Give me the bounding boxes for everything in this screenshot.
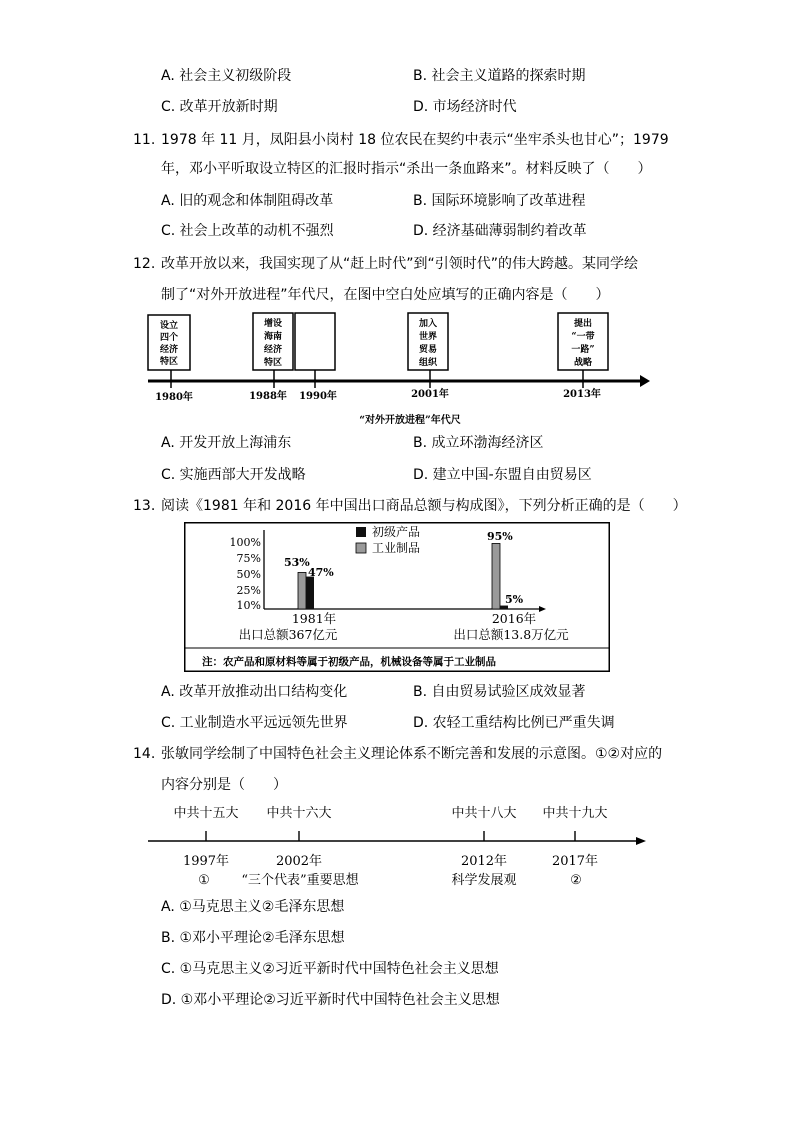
q13-bar-1981-primary bbox=[306, 577, 314, 609]
q10-option-a[interactable]: A. 社会主义初级阶段 bbox=[161, 68, 292, 84]
q13-chart-note: 注：农产品和原材料等属于初级产品，机械设备等属于工业制品 bbox=[202, 656, 496, 668]
q12-sign-2001-line2: 世界 bbox=[418, 332, 438, 342]
q14-year-2017: 2017年 bbox=[551, 854, 599, 869]
q12-option-a[interactable]: A. 开发开放上海浦东 bbox=[161, 435, 292, 451]
q13-ytick-100: 100% bbox=[229, 536, 261, 549]
q13-legend-swatch-industrial bbox=[356, 543, 366, 553]
q14-timeline-arrow bbox=[636, 837, 646, 845]
q12-sign-1980-line3: 经济 bbox=[159, 345, 179, 355]
q13-legend-industrial: 工业制品 bbox=[372, 541, 421, 555]
q14-year-2012: 2012年 bbox=[460, 854, 508, 869]
q12-timeline-arrow bbox=[640, 375, 650, 387]
q12-sign-1988-line2: 海南 bbox=[263, 332, 283, 342]
q12-number: 12. bbox=[133, 256, 156, 272]
q14-item-blank-1: ① bbox=[198, 873, 210, 888]
q13-total-1981: 出口总额367亿元 bbox=[238, 627, 338, 642]
q12-sign-1988-line3: 经济 bbox=[263, 345, 283, 355]
q13-label-1981-primary: 47% bbox=[308, 566, 334, 579]
q13-bar-1981-industrial bbox=[298, 572, 306, 609]
q13-label-2016-primary: 5% bbox=[505, 593, 524, 606]
q12-year-1988: 1988年 bbox=[249, 391, 287, 402]
q12-sign-2013-line3: 一路” bbox=[571, 345, 595, 355]
q11-option-a[interactable]: A. 旧的观念和体制阻碍改革 bbox=[161, 193, 334, 209]
q14-theory-timeline bbox=[140, 800, 660, 892]
q14-option-c[interactable]: C. ①马克思主义②习近平新时代中国特色社会主义思想 bbox=[161, 961, 499, 977]
q13-total-2016: 出口总额13.8万亿元 bbox=[453, 627, 569, 642]
q12-sign-1980-line2: 四个 bbox=[159, 333, 179, 343]
q12-sign-1988-line1: 增设 bbox=[263, 319, 283, 329]
q14-year-1997: 1997年 bbox=[182, 854, 230, 869]
q13-option-b[interactable]: B. 自由贸易试验区成效显著 bbox=[413, 684, 586, 700]
q14-year-2002: 2002年 bbox=[275, 854, 323, 869]
q11-option-d[interactable]: D. 经济基础薄弱制约着改革 bbox=[413, 223, 587, 239]
q12-stem-line2: 制了“对外开放进程”年代尺，在图中空白处应填写的正确内容是（ ） bbox=[161, 287, 610, 303]
q11-stem-line2: 年，邓小平听取设立特区的汇报时指示“杀出一条血路来”。材料反映了（ ） bbox=[161, 161, 652, 177]
q13-stem-line1: 阅读《1981 年和 2016 年中国出口商品总额与构成图》，下列分析正确的是（ ） bbox=[161, 498, 687, 514]
q14-item-three-represents: “三个代表”重要思想 bbox=[241, 873, 359, 888]
q14-option-b[interactable]: B. ①邓小平理论②毛泽东思想 bbox=[161, 930, 345, 946]
q13-ytick-75: 75% bbox=[236, 552, 261, 565]
q13-ytick-10: 10% bbox=[236, 599, 261, 612]
q13-bar-2016-primary bbox=[500, 606, 508, 609]
q11-stem-line1: 1978 年 11 月，凤阳县小岗村 18 位农民在契约中表示“坐牢杀头也甘心”；1979 bbox=[161, 132, 669, 148]
q13-option-c[interactable]: C. 工业制造水平远远领先世界 bbox=[161, 715, 348, 731]
q12-sign-2013-line4: 战略 bbox=[573, 358, 593, 368]
q13-category-2016: 2016年 bbox=[491, 611, 537, 626]
q13-ytick-25: 25% bbox=[236, 584, 261, 597]
q12-sign-2001-line1: 加入 bbox=[418, 319, 438, 329]
q12-sign-2001-line4: 组织 bbox=[418, 358, 438, 368]
q12-sign-2001-line3: 贸易 bbox=[418, 345, 438, 355]
q12-year-1980: 1980年 bbox=[155, 392, 193, 403]
q11-number: 11. bbox=[133, 132, 156, 148]
q12-sign-1990-blank bbox=[295, 313, 335, 370]
q12-sign-1980-line1: 设立 bbox=[159, 321, 179, 331]
q14-congress-16: 中共十六大 bbox=[266, 806, 332, 821]
q14-congress-15: 中共十五大 bbox=[173, 806, 239, 821]
q14-item-blank-2: ② bbox=[570, 873, 582, 888]
q12-timeline-caption: “对外开放进程”年代尺 bbox=[359, 415, 461, 426]
q12-option-d[interactable]: D. 建立中国-东盟自由贸易区 bbox=[413, 467, 592, 483]
q12-option-c[interactable]: C. 实施西部大开发战略 bbox=[161, 467, 306, 483]
q13-legend-primary: 初级产品 bbox=[372, 525, 421, 539]
q14-option-a[interactable]: A. ①马克思主义②毛泽东思想 bbox=[161, 899, 345, 915]
q13-number: 13. bbox=[133, 498, 156, 514]
q11-option-c[interactable]: C. 社会上改革的动机不强烈 bbox=[161, 223, 334, 239]
q14-option-d[interactable]: D. ①邓小平理论②习近平新时代中国特色社会主义思想 bbox=[161, 992, 500, 1008]
q14-item-scientific-outlook: 科学发展观 bbox=[451, 873, 517, 888]
q12-year-1990: 1990年 bbox=[299, 391, 337, 402]
q13-legend-swatch-primary bbox=[356, 527, 366, 537]
q14-congress-19: 中共十九大 bbox=[542, 806, 608, 821]
q12-year-2013: 2013年 bbox=[563, 389, 601, 400]
q11-option-b[interactable]: B. 国际环境影响了改革进程 bbox=[413, 193, 586, 209]
q12-sign-2013-line1: 提出 bbox=[573, 319, 593, 329]
q14-congress-18: 中共十八大 bbox=[451, 806, 517, 821]
q14-stem-line1: 张敏同学绘制了中国特色社会主义理论体系不断完善和发展的示意图。①②对应的 bbox=[161, 746, 663, 762]
q10-option-c[interactable]: C. 改革开放新时期 bbox=[161, 99, 278, 115]
q14-stem-line2: 内容分别是（ ） bbox=[161, 777, 287, 793]
q13-option-a[interactable]: A. 改革开放推动出口结构变化 bbox=[161, 684, 348, 700]
q13-export-chart bbox=[184, 522, 610, 672]
q13-ytick-50: 50% bbox=[236, 568, 261, 581]
q12-sign-1988-line4: 特区 bbox=[263, 358, 283, 368]
q13-label-2016-industrial: 95% bbox=[487, 530, 513, 543]
q12-year-2001: 2001年 bbox=[411, 389, 449, 400]
q12-option-b[interactable]: B. 成立环渤海经济区 bbox=[413, 435, 544, 451]
q12-stem-line1: 改革开放以来，我国实现了从“赶上时代”到“引领时代”的伟大跨越。某同学绘 bbox=[161, 256, 639, 272]
q12-timeline-figure bbox=[140, 308, 660, 430]
q13-label-1981-industrial: 53% bbox=[284, 556, 310, 569]
q13-category-1981: 1981年 bbox=[291, 611, 337, 626]
q12-sign-1980-line4: 特区 bbox=[159, 357, 179, 367]
q12-sign-2013-line2: “一带 bbox=[571, 332, 595, 342]
q13-bar-2016-industrial bbox=[492, 543, 500, 609]
q14-number: 14. bbox=[133, 746, 156, 762]
q10-option-b[interactable]: B. 社会主义道路的探索时期 bbox=[413, 68, 586, 84]
q13-option-d[interactable]: D. 农轻工重结构比例已严重失调 bbox=[413, 715, 615, 731]
q10-option-d[interactable]: D. 市场经济时代 bbox=[413, 99, 517, 115]
